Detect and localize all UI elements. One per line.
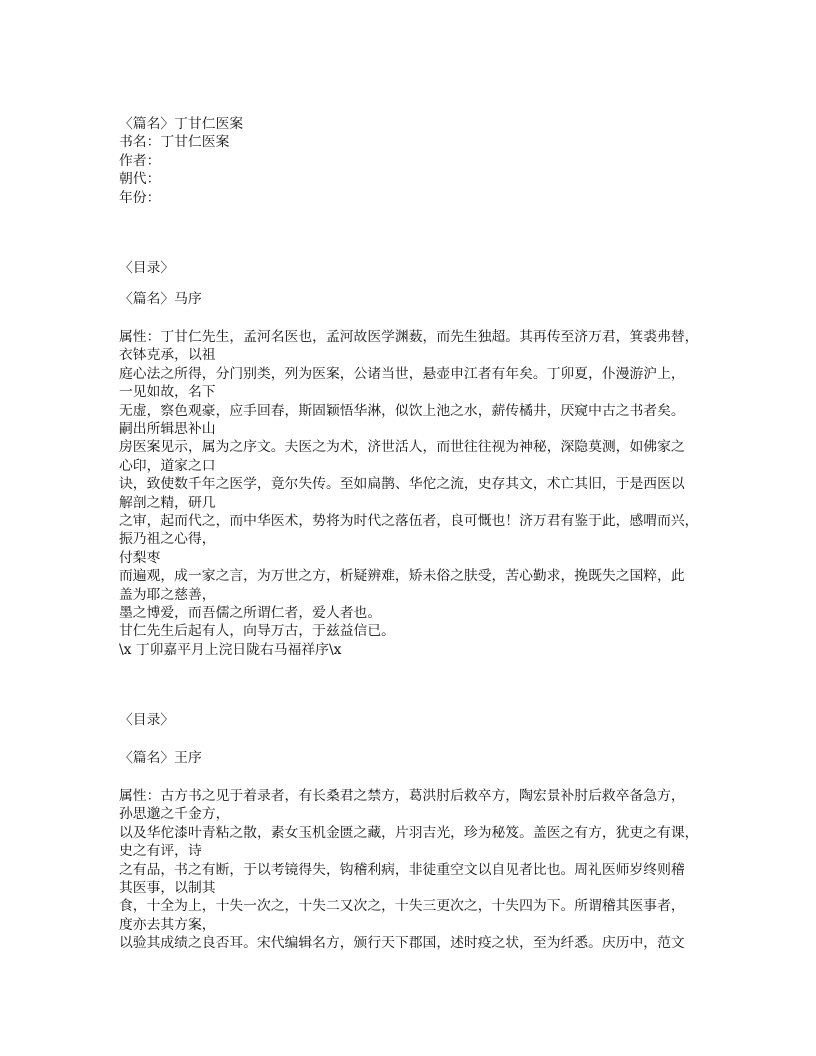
section-title: 〈篇名〉王序 [119, 750, 202, 766]
paragraph-line: 度亦去其方案， [119, 916, 216, 933]
paragraph-line: 诀，致使数千年之医学，竟尔失传。至如扁鹊、华佗之流，史存其文，术亡其旧，于是西医以 [119, 476, 685, 493]
paragraph-line: 以及华佗漆叶青粘之散，素女玉机金匮之藏，片羽吉光，珍为秘笈。盖医之有方，犹吏之有课， [119, 824, 699, 841]
paragraph-line: 嗣出所辑思补山 [119, 421, 216, 437]
paragraph-line: 解剖之精，研几 [119, 494, 216, 511]
paragraph-line: 孙思邈之千金方， [119, 806, 230, 823]
metadata-line: 年份： [119, 189, 161, 206]
paragraph-line: 振乃祖之心得， [119, 531, 216, 548]
paragraph-line: 属性：丁甘仁先生，孟河名医也，孟河故医学渊薮，而先生独超。其再传至济万君，箕裘弗替， [119, 329, 699, 345]
toc-marker: 〈目录〉 [119, 712, 175, 728]
paragraph-line: 心印，道家之口 [119, 457, 216, 474]
paragraph-line: 盖为耶之慈善， [119, 586, 216, 603]
paragraph-line: \x 丁卯嘉平月上浣日陇右马福祥序\x [119, 641, 342, 658]
paragraph-line: 衣钵克承，以祖 [119, 347, 216, 364]
paragraph-line: 属性：古方书之见于着录者，有长桑君之禁方，葛洪肘后救卒方，陶宏景补肘后救卒备急方， [119, 788, 685, 804]
toc-marker: 〈目录〉 [119, 260, 175, 276]
paragraph-line: 付梨枣 [119, 549, 161, 566]
paragraph-line: 其医事，以制其 [119, 880, 216, 896]
metadata-line: 书名：丁甘仁医案 [119, 134, 230, 151]
paragraph-line: 庭心法之所得，分门别类，列为医案，公诸当世，悬壶申江者有年矣。丁卯夏，仆漫游沪上， [119, 365, 685, 382]
paragraph-line: 之审，起而代之，而中华医术，势将为时代之落伍者，良可慨也！济万君有鉴于此，感喟而兴， [119, 513, 699, 529]
section-title: 〈篇名〉马序 [119, 291, 202, 307]
paragraph-line: 以验其成绩之良否耳。宋代编辑名方，颁行天下郡国，述时疫之状，至为纤悉。庆历中，范文 [119, 935, 685, 952]
paragraph-line: 一见如故，名下 [119, 384, 216, 401]
metadata-line: 作者： [119, 152, 161, 169]
paragraph-line: 史之有评，诗 [119, 843, 202, 860]
paragraph-line: 食，十全为上，十失一次之，十失二又次之，十失三更次之，十失四为下。所谓稽其医事者， [119, 898, 685, 915]
metadata-line: 朝代： [119, 171, 161, 188]
paragraph-line: 无虚，察色观豪，应手回春，斯固颖悟华淋，似饮上池之水，薪传橘井，厌窥中古之书者矣。 [119, 402, 685, 419]
paragraph-line: 墨之博爱，而吾儒之所谓仁者，爱人者也。 [119, 605, 382, 621]
document-title: 〈篇名〉丁甘仁医案 [119, 116, 244, 132]
paragraph-line: 房医案见示，属为之序文。夫医之为术，济世活人，而世往往视为神秘，深隐莫测，如佛家之 [119, 439, 685, 456]
paragraph-line: 而遍观，成一家之言，为万世之方，析疑辨难，矫未俗之肤受，苦心勤求，挽既失之国粹，此 [119, 568, 685, 585]
paragraph-line: 之有品，书之有断，于以考镜得失，钩稽利病，非徒重空文以自见者比也。周礼医师岁终则稽 [119, 861, 685, 878]
paragraph-line: 甘仁先生后起有人，向导万古，于兹益信已。 [119, 623, 395, 640]
